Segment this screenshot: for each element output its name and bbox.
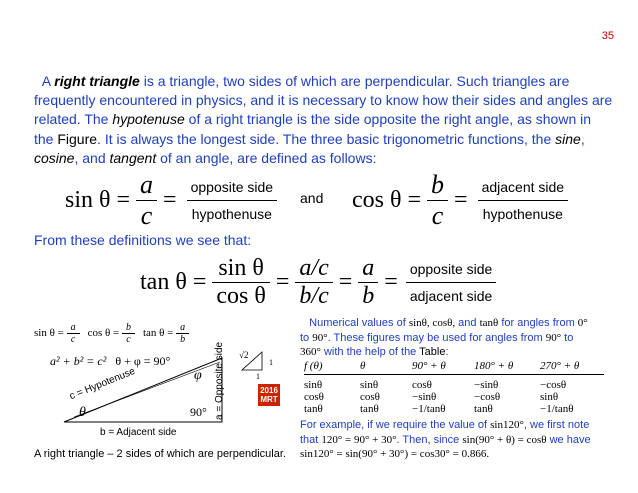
from-definitions-text: From these definitions we see that: [34,232,252,248]
pythagorean-relation: a² + b² = c² θ + φ = 90° [50,354,171,368]
adjacent-side-label: b = Adjacent side [100,427,177,438]
figure-ref: Figure [57,130,98,147]
term-cosine: cosine [34,149,75,166]
table-row: sinθ sinθ cosθ −sinθ −cosθ [304,379,567,391]
trig-table-header: f (θ) θ 90° + θ 180° + θ 270° + θ [304,360,604,375]
phi-angle-label: φ [194,368,202,383]
cosine-definition: cos θ = $\frac{b}{c}$ = $\frac{\text{adjacent side}}{\text{hypothenuse}}$ [352,170,568,230]
figure-caption: A right triangle – 2 sides of which are perpendicular. [34,448,286,460]
term-hypotenuse: hypotenuse [112,111,185,128]
term-sine: sine [555,130,581,147]
small-trig-formulas: sin θ = $\frac{a}{c}$ cos θ = $\frac{b}{c}$ tan θ = $\frac{a}{b}$ [34,322,189,345]
opposite-side-label: a = Opposite side [214,341,225,420]
page-number: 35 [601,30,614,42]
right-angle-label: 90° [190,405,207,419]
tangent-definition: tan θ = $\frac{\text{sin θ}}{\text{cos θ}}$ = $\frac{a/c}{b/c}$ = $\frac{a}{b}$ = $\frac{\text{opposite side}}{\text{adjacent side}}$ [140,252,496,312]
and-label: and [300,190,324,206]
sine-definition: sin θ = $\frac{a}{c}$ = $\frac{\text{opposite side}}{\text{hypothenuse}}$ [65,170,277,230]
table-row: cosθ cosθ −sinθ −cosθ sinθ [304,391,559,403]
table-row: tanθ tanθ −1/tanθ tanθ −1/tanθ [304,403,574,415]
numerical-values-text: Numerical values of sinθ, cosθ, and tanθ for angles from 0° to 90°. These figures may be used for angles from 90° to 360° with the help of the Table: [300,317,588,358]
term-tangent: tangent [109,149,157,166]
theta-angle-label: θ [79,405,86,420]
trig-table [304,360,604,415]
sqrt2-label: √2 [239,350,249,360]
small-base-label: 1 [256,372,260,381]
mrt-badge: 2016 MRT [258,384,280,406]
hypotenuse-label: c = Hypotenuse [68,365,137,403]
example-text: For example, if we require the value of sin120°, we first note that 120° = 90° + 30°. Then, since sin(90° + θ) = cosθ we have sin120° = sin(90° + 30°) = cos30° = 0.866. [300,419,591,460]
intro-paragraph: A right triangle is a triangle, two sides of which are perpendicular. Such triangles are frequently encountered in physics, and it is necessary to know how their sides and angles are related. The hypotenuse of a right triangle is the side opposite the right angle, as shown in the Figure. It is always the longest side. The three basic trigonometric functions, the sine, cosine, and tangent of an angle, are defined as follows: [34,73,613,166]
term-right-triangle: right triangle [54,73,140,89]
small-side-label: 1 [269,358,273,367]
